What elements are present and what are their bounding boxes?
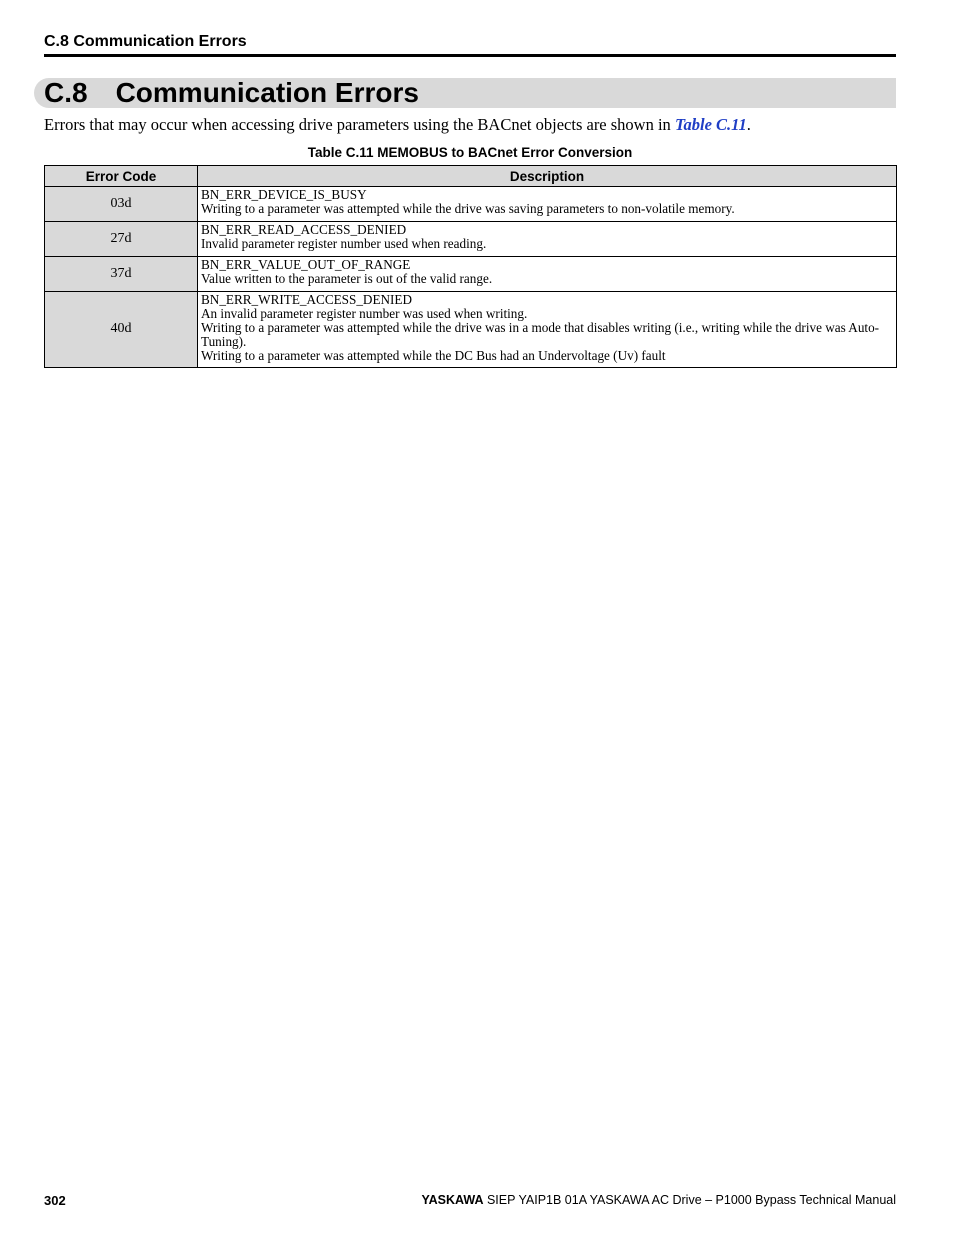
error-conversion-table xyxy=(44,165,897,368)
intro-text-end: . xyxy=(746,115,751,134)
description-cell xyxy=(198,292,897,368)
error-code-cell: 03d xyxy=(45,187,198,222)
error-name: BN_ERR_VALUE_OUT_OF_RANGE xyxy=(201,257,411,272)
table-reference-link[interactable]: Table C.11 xyxy=(674,115,747,134)
column-header-description: Description xyxy=(198,166,897,187)
intro-paragraph xyxy=(44,115,904,135)
table-header-row xyxy=(45,166,897,187)
description-line: Writing to a parameter was attempted while the DC Bus had an Undervoltage (Uv) fault xyxy=(201,348,666,363)
column-header-error-code: Error Code xyxy=(45,166,198,187)
error-name: BN_ERR_DEVICE_IS_BUSY xyxy=(201,187,367,202)
description-line: Invalid parameter register number used when reading. xyxy=(201,236,487,251)
footer-brand: YASKAWA xyxy=(421,1193,484,1207)
table-row xyxy=(45,222,897,257)
error-name: BN_ERR_WRITE_ACCESS_DENIED xyxy=(201,292,412,307)
table-row xyxy=(45,187,897,222)
error-code-cell: 37d xyxy=(45,257,198,292)
description-line: Writing to a parameter was attempted while the drive was saving parameters to non-volatile memory. xyxy=(201,201,735,216)
description-cell xyxy=(198,187,897,222)
description-line: An invalid parameter register number was used when writing. xyxy=(201,306,528,321)
description-line: Value written to the parameter is out of the valid range. xyxy=(201,271,493,286)
error-name: BN_ERR_READ_ACCESS_DENIED xyxy=(201,222,407,237)
error-code-cell: 40d xyxy=(45,292,198,368)
footer-manual-title xyxy=(421,1193,896,1207)
footer-title-text: SIEP YAIP1B 01A YASKAWA AC Drive – P1000 Bypass Technical Manual xyxy=(483,1193,896,1207)
error-code-cell: 27d xyxy=(45,222,198,257)
table-row xyxy=(45,257,897,292)
table-caption: Table C.11 MEMOBUS to BACnet Error Conversion xyxy=(307,145,633,160)
description-cell xyxy=(198,257,897,292)
running-header: C.8 Communication Errors xyxy=(44,33,896,57)
intro-text: Errors that may occur when accessing drive parameters using the BACnet objects are shown in xyxy=(44,115,675,134)
table-row xyxy=(45,292,897,368)
section-title: C.8 Communication Errors xyxy=(44,77,419,108)
description-line: Writing to a parameter was attempted while the drive was in a mode that disables writing (i.e., writing while the drive was Auto-Tuning). xyxy=(201,320,880,349)
description-cell xyxy=(198,222,897,257)
page-number: 302 xyxy=(44,1193,66,1208)
